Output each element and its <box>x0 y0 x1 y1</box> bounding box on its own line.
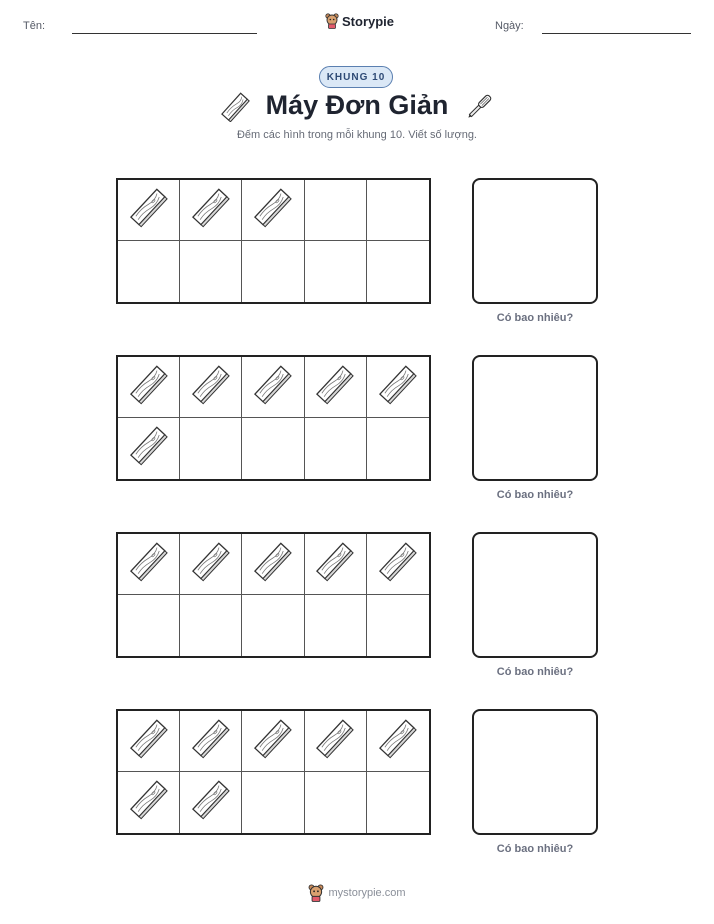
ten-frame-cell <box>118 534 180 595</box>
wooden-plank-icon <box>127 540 171 589</box>
ten-frame-cell <box>180 534 242 595</box>
ten-frame-cell <box>118 711 180 772</box>
wooden-plank-icon <box>127 778 171 827</box>
ten-frame-cell <box>305 595 367 656</box>
wooden-plank-icon <box>251 717 295 766</box>
ten-frame <box>116 532 431 658</box>
ten-frame-cell <box>118 595 180 656</box>
wooden-plank-icon <box>251 363 295 412</box>
ten-frame-cell <box>242 418 304 479</box>
instructions: Đếm các hình trong mỗi khung 10. Viết số lượng. <box>236 129 477 141</box>
how-many-question: Có bao nhiêu? <box>496 666 574 678</box>
ten-frame-cell <box>367 418 429 479</box>
ten-frame-cell <box>305 357 367 418</box>
wooden-plank-icon <box>189 717 233 766</box>
answer-box[interactable] <box>472 709 598 835</box>
ten-frame-cell <box>305 711 367 772</box>
ten-frame <box>116 355 431 481</box>
wooden-plank-icon <box>251 540 295 589</box>
ten-frame <box>116 178 431 304</box>
ten-frame-cell <box>242 180 304 241</box>
ten-frame <box>116 709 431 835</box>
wooden-plank-icon <box>189 363 233 412</box>
logo-text: Storypie <box>342 13 395 29</box>
ten-frame-cell <box>118 772 180 833</box>
wooden-plank-icon <box>189 186 233 235</box>
footer-url: mystorypie.com <box>328 887 406 899</box>
wooden-plank-icon <box>127 424 171 473</box>
footer <box>0 884 714 902</box>
how-many-question: Có bao nhiêu? <box>496 843 574 855</box>
name-line[interactable] <box>72 33 257 34</box>
wooden-plank-icon <box>376 717 420 766</box>
how-many-question: Có bao nhiêu? <box>496 489 574 501</box>
ten-frame-badge: KHUNG 10 <box>319 66 393 88</box>
ten-frame-cell <box>242 711 304 772</box>
ten-frame-cell <box>367 772 429 833</box>
ten-frame-cell <box>242 241 304 302</box>
ten-frame-cell <box>367 180 429 241</box>
ten-frame-cell <box>118 180 180 241</box>
wooden-plank-icon <box>127 186 171 235</box>
ten-frame-cell <box>118 241 180 302</box>
ten-frame-cell <box>180 772 242 833</box>
bear-logo-icon <box>325 13 339 29</box>
wooden-plank-icon <box>189 778 233 827</box>
answer-box[interactable] <box>472 532 598 658</box>
ten-frame-cell <box>305 772 367 833</box>
ten-frame-cell <box>180 711 242 772</box>
ten-frame-cell <box>242 534 304 595</box>
page-title: Máy Đơn Giản <box>265 90 449 120</box>
ten-frame-cell <box>180 241 242 302</box>
ten-frame-cell <box>305 534 367 595</box>
wooden-plank-icon <box>127 717 171 766</box>
bear-logo-icon <box>308 884 324 902</box>
wooden-plank-icon <box>376 363 420 412</box>
ten-frame-cell <box>180 418 242 479</box>
wooden-plank-icon <box>313 717 357 766</box>
ten-frame-cell <box>242 595 304 656</box>
wooden-plank-icon <box>127 363 171 412</box>
wooden-plank-icon <box>189 540 233 589</box>
wooden-plank-icon <box>313 540 357 589</box>
wooden-plank-icon <box>313 363 357 412</box>
ten-frame-cell <box>367 534 429 595</box>
date-line[interactable] <box>542 33 691 34</box>
answer-box[interactable] <box>472 178 598 304</box>
ten-frame-cell <box>367 711 429 772</box>
wooden-plank-icon <box>251 186 295 235</box>
ten-frame-cell <box>305 418 367 479</box>
name-label: Tên: <box>23 20 46 32</box>
date-label: Ngày: <box>495 20 524 32</box>
ten-frame-cell <box>118 357 180 418</box>
ten-frame-cell <box>180 357 242 418</box>
ten-frame-cell <box>367 357 429 418</box>
ten-frame-cell <box>367 241 429 302</box>
ten-frame-cell <box>305 180 367 241</box>
how-many-question: Có bao nhiêu? <box>496 312 574 324</box>
ten-frame-cell <box>367 595 429 656</box>
ten-frame-cell <box>242 357 304 418</box>
wooden-plank-icon <box>376 540 420 589</box>
ten-frame-cell <box>118 418 180 479</box>
screwdriver-icon <box>462 90 496 124</box>
ten-frame-cell <box>180 595 242 656</box>
storypie-logo <box>325 13 394 29</box>
ten-frame-cell <box>180 180 242 241</box>
ten-frame-cell <box>305 241 367 302</box>
ten-frame-cell <box>242 772 304 833</box>
answer-box[interactable] <box>472 355 598 481</box>
